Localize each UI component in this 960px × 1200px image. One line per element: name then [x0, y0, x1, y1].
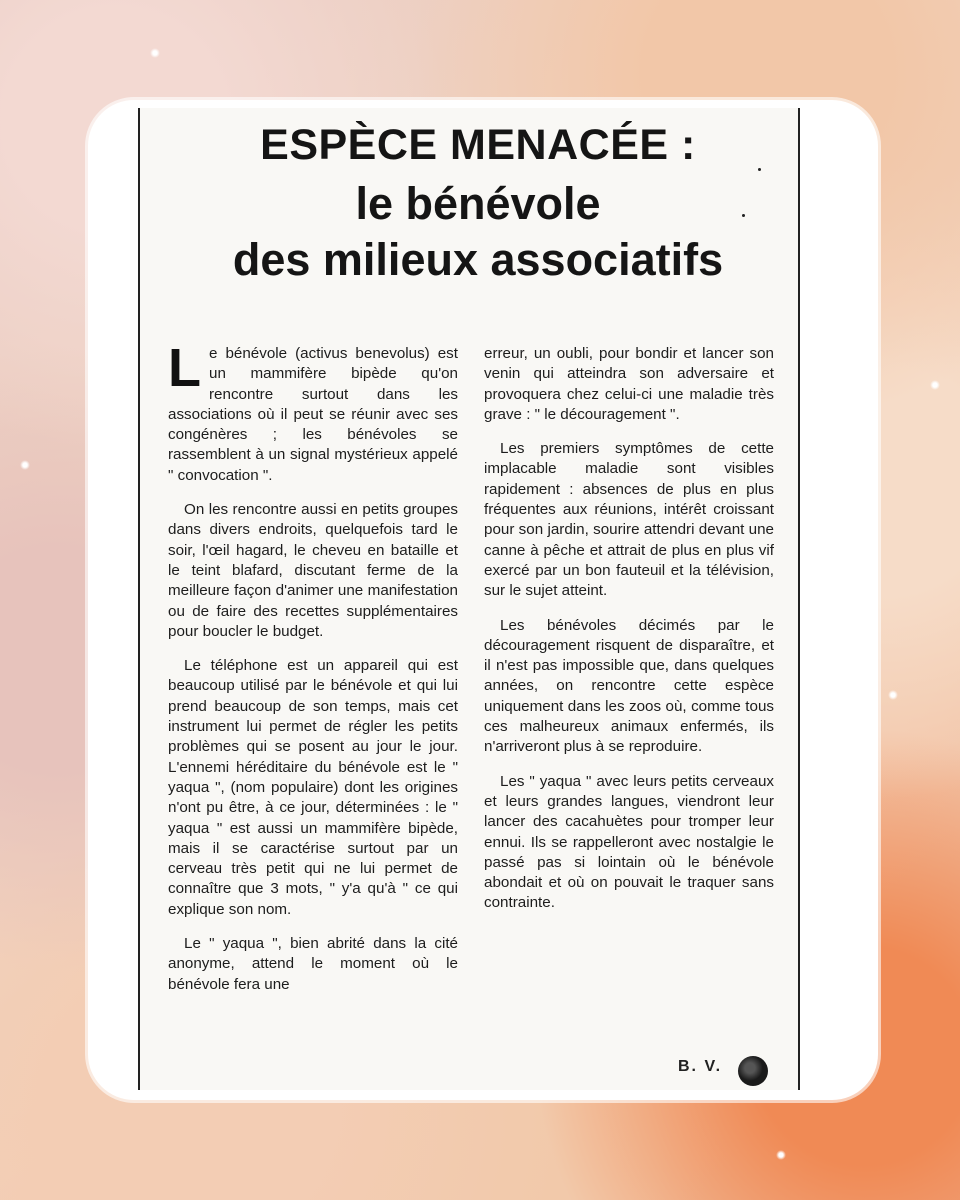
sparkle-decoration	[888, 690, 898, 700]
paragraph: Les " yaqua " avec leurs petits cerveaux et leurs grandes langues, viendront leur lancer des cacahuètes pour tromper leur ennui. Ils se rappelleront avec nostalgie le passé pas si lointain où le bénévole abondait et où on pouvait le traquer sans contrainte.	[484, 772, 774, 912]
paragraph: Les bénévoles décimés par le découragement risquent de disparaître, et il n'est pas impossible que, dans quelques années, on rencontre cette espèce uniquement dans les zoos où, comme tous ces malheureux animaux enfermés, ils n'arriveront plus à se reproduire.	[484, 616, 774, 756]
author-signature: B. V.	[678, 1058, 723, 1075]
paragraph: erreur, un oubli, pour bondir et lancer son venin qui atteindra son adversaire et provoquera chez celui-ci une maladie très grave : " le découragement ".	[484, 345, 774, 423]
print-speck	[742, 214, 745, 217]
paragraph: Le " yaqua ", bien abrité dans la cité anonyme, attend le moment où le bénévole fera une	[168, 935, 458, 993]
sparkle-decoration	[776, 1150, 786, 1160]
sparkle-decoration	[150, 48, 160, 58]
emblem-icon	[738, 1056, 768, 1086]
drop-cap: L	[168, 338, 201, 398]
paragraph: Les premiers symptômes de cette implacable maladie sont visibles rapidement : absences de plus en plus fréquentes aux réunions, intérêt croissant pour son jardin, sourire attendri devant une canne à pêche et attrait de plus en plus vif exercé par un bon fauteuil et la télévision, sur le sujet atteint.	[484, 440, 774, 600]
paragraph-text: e bénévole (activus benevolus) est un mammifère bipède qu'on rencontre surtout dans les associations où il peut se réunir avec ses congénères ; les bénévoles se rassemblent à un signal mystérieux appelé " convocation ".	[168, 345, 458, 484]
newspaper-clipping	[138, 108, 800, 1090]
article-column-right	[484, 344, 774, 928]
article-column-left	[168, 338, 458, 1009]
paragraph: Le téléphone est un appareil qui est beaucoup utilisé par le bénévole et qui lui prend beaucoup de son temps, mais cet instrument lui permet de régler les petits problèmes qui se posent au jour le jour. L'ennemi héréditaire du bénévole est le " yaqua ", (nom populaire) dont les origines n'ont pu être, à ce jour, déterminées : le " yaqua " est aussi un mammifère bipède, mais il se caractérise surtout par un cerveau très petit qui ne lui permet de connaître que 3 mots, " y'a qu'à " ce qui explique son nom.	[168, 657, 458, 918]
paragraph: On les rencontre aussi en petits groupes dans divers endroits, quelquefois tard le soir, l'œil hagard, le cheveu en bataille et le teint blafard, discutant ferme de la meilleure façon d'animer une manifestation ou de faire des recettes supplémentaires pour boucler le budget.	[168, 501, 458, 640]
headline-line-3: des milieux associatifs	[232, 234, 724, 285]
headline-line-1: ESPÈCE MENACÉE :	[260, 121, 696, 169]
headline-line-2: le bénévole	[355, 178, 601, 229]
sparkle-decoration	[20, 460, 30, 470]
headline	[178, 118, 778, 288]
paragraph	[168, 338, 458, 486]
print-speck	[758, 168, 761, 171]
sparkle-decoration	[930, 380, 940, 390]
